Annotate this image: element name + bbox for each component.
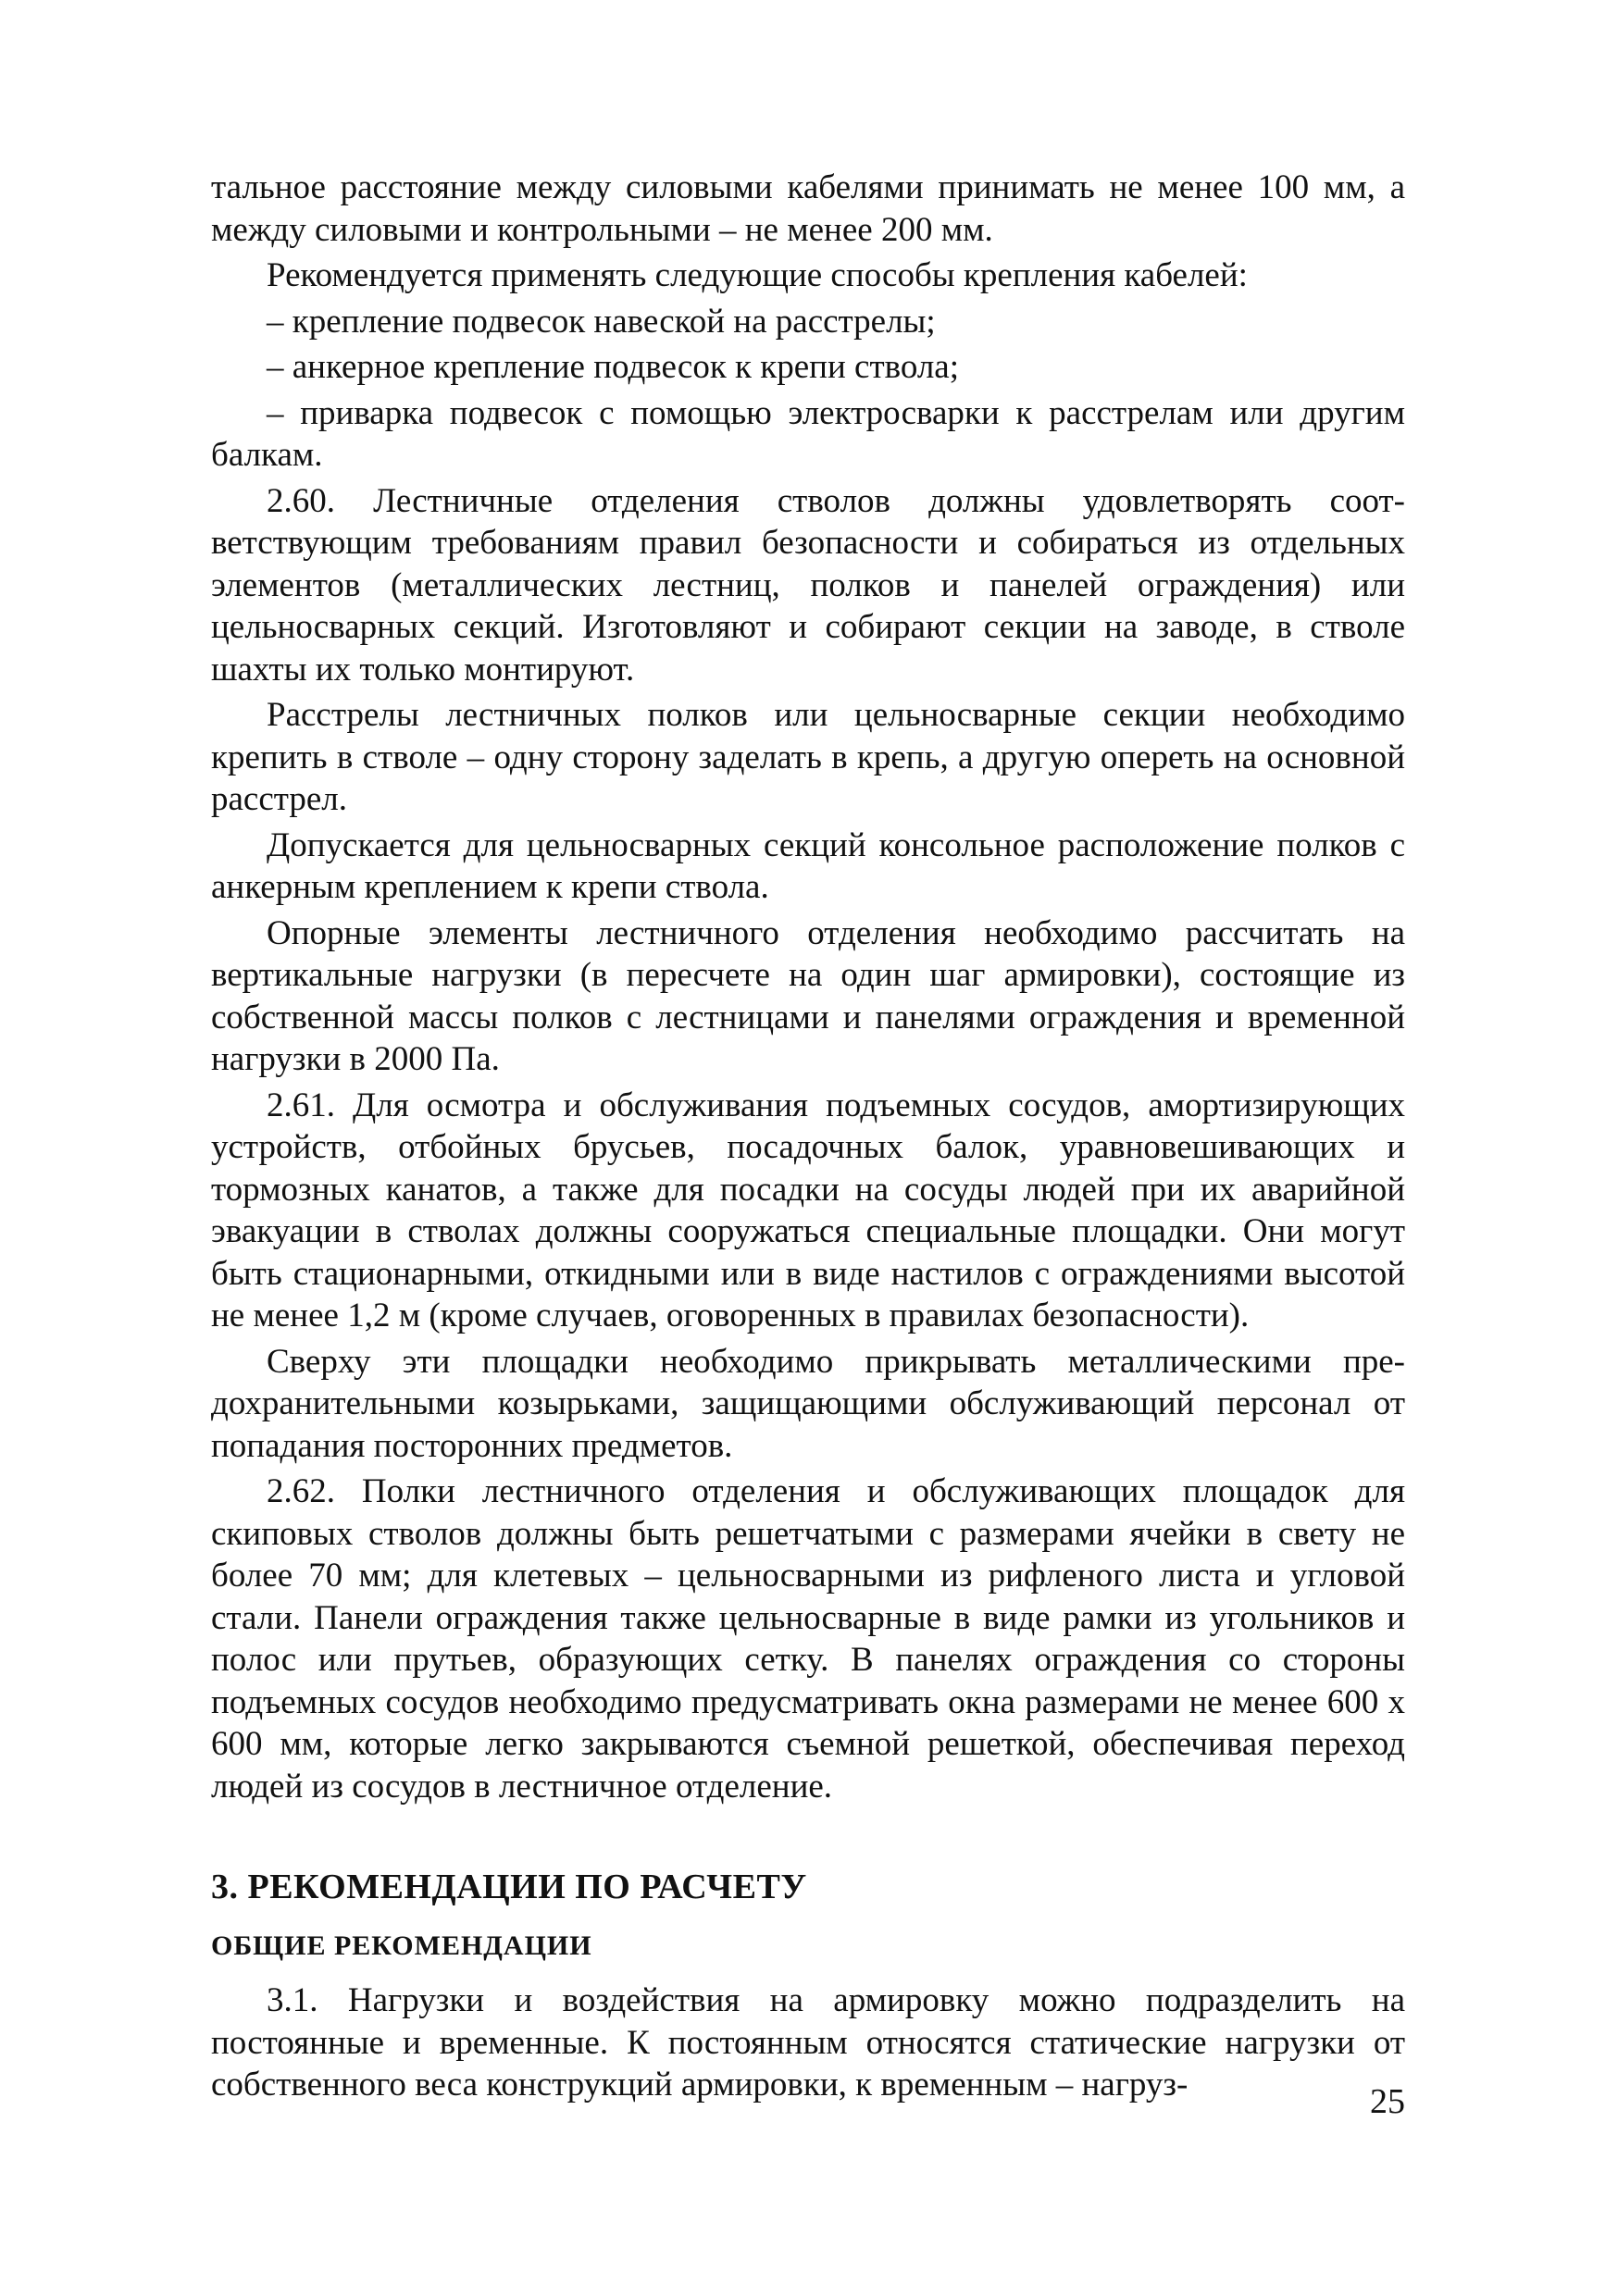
paragraph-fastening-methods: Рекомендуется применять следующие способы крепления кабелей: [267,256,1248,294]
list-item-anchor-fastening: – анкерное крепление подвесок к крепи ствола; [267,348,960,386]
page-body [211,167,1405,2110]
subsection-heading: ОБЩИЕ РЕКОМЕНДАЦИИ [211,1930,592,1961]
page-number: 25 [1370,2082,1405,2121]
section-heading: 3. РЕКОМЕНДАЦИИ ПО РАСЧЕТУ [211,1868,807,1906]
paragraph-console-placement: Допускается для цельносварных секций консольное расположение полков с анкерным креплением к крепи ствола. [211,825,1405,906]
paragraph-protective-canopies: Сверху эти площадки необходимо прикрывать металлическими предохранительными козырьками, защищающими обслуживающий персонал от попадания посторонних предметов. [211,1342,1405,1465]
paragraph-ladder-buntons: Расстрелы лестничных полков или цельносварные секции необходимо крепить в стволе – одну сторону заделать в крепь, а другую оперeть на основной расстрел. [211,696,1405,818]
paragraph-support-elements: Опорные элементы лестничного отделения необходимо рассчитать на вертикальные нагрузки (в пересчете на один шаг армировки), состоящие из собственной массы полков с лестницами и панелями ограждения и временной нагрузки в 2000 Па. [211,913,1405,1078]
paragraph-2-60: 2.60. Лестничные отделения стволов должны удовлетворять соответствующим требованиям правил безопасности и собираться из отдельных элементов (металлических лестниц, полков и панелей ограждения) или цельносварных секций. Изготовляют и собирают секции на заводе, в стволе шахты их только монтируют. [211,481,1405,689]
list-item-welding: – приварка подвесок с помощью электросварки к расстрелам или другим балкам. [211,393,1405,474]
paragraph-2-62: 2.62. Полки лестничного отделения и обслуживающих площадок для скиповых стволов должны быть решетчатыми с размерами ячейки в свету не более 70 мм; для клетевых – цельносварными из рифленого листа и угловой стали. Панели ограждения также цельносварные в виде рамки из угольников и полос или прутьев, образующих сетку. В панелях ограждения со стороны подъемных сосудов необходимо предусматривать окна размерами не менее 600 х 600 мм, которые легко закрываются съемной решеткой, обеспечивая переход людей из сосудов в лестничное отделение. [211,1472,1405,1806]
paragraph-2-61: 2.61. Для осмотра и обслуживания подъемных сосудов, амортизирующих устройств, отбойных брусьев, посадочных балок, уравновешивающих и тормозных канатов, а также для посадки на сосуды людей при их аварийной эвакуации в стволах должны сооружаться специальные площадки. Они могут быть стационарными, откидными или в виде настилов с ограждениями высотой не менее 1,2 м (кроме случаев, оговоренных в правилах безопасности). [211,1086,1405,1334]
paragraph-3-1: 3.1. Нагрузки и воздействия на армировку можно подразделить на постоянные и временные. К постоянным относятся статические нагрузки от собственного веса конструкций армировки, к временным – нагруз- [211,1981,1405,2104]
list-item-hanging-on-buntons: – крепление подвесок навеской на расстрелы; [267,302,936,341]
paragraph-cable-spacing: тальное расстояние между силовыми кабелями принимать не менее 100 мм, а между силовыми и контрольными – не менее 200 мм. [211,168,1405,249]
